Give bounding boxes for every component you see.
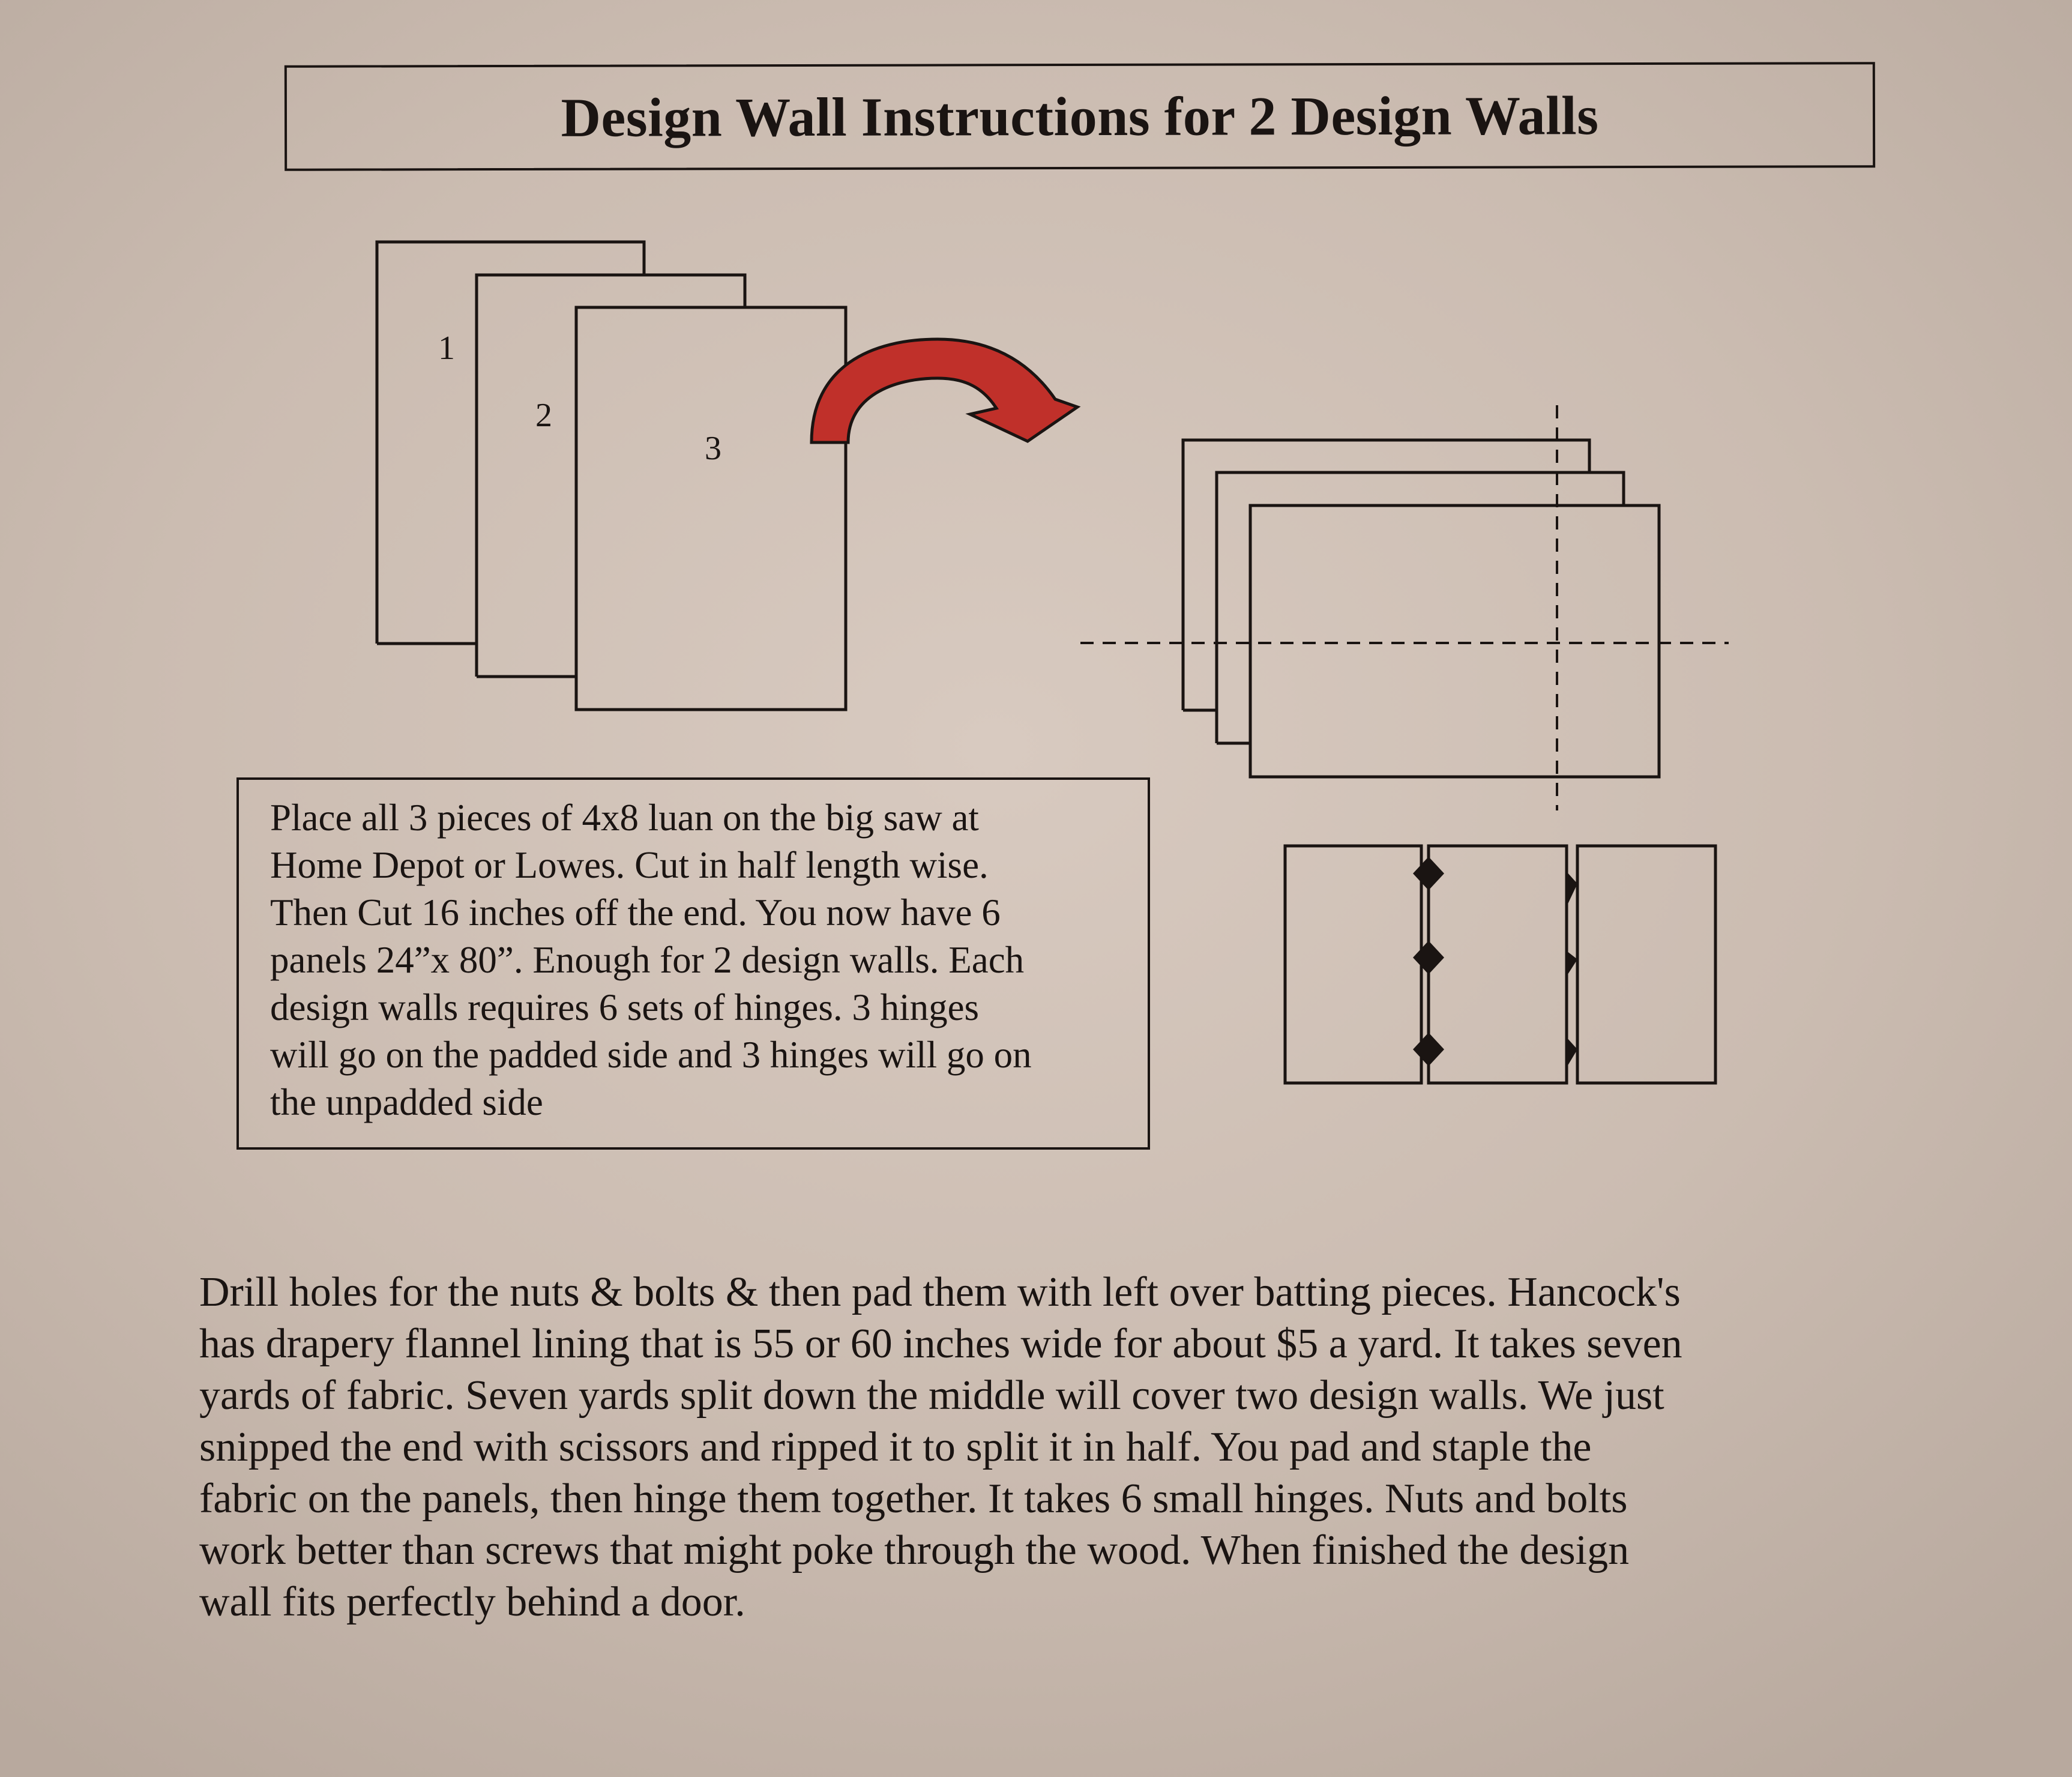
rotate-arrow-icon — [812, 339, 1077, 442]
stacked-panels-portrait — [377, 242, 846, 710]
landscape-panel-3-outline — [1250, 505, 1659, 777]
panel-label-3: 3 — [705, 430, 721, 467]
landscape-panel-2-outline — [1217, 472, 1624, 743]
cut-lines — [1080, 405, 1729, 810]
stacked-panels-landscape — [1183, 440, 1659, 777]
hinges-unpadded-side — [1567, 872, 1577, 1067]
body-paragraph: Drill holes for the nuts & bolts & then pad them with left over batting pieces. Hancock's has drapery flannel lining that is 55 or 60 inches wide for about $5 a yard. It takes seven yards of fabric. Seven yards split down the middle will cover two design walls. We just snipped the end with scissors and ripped it to split it in half. You pad and staple the fabric on the panels, then hinge them together. It takes 6 small hinges. Nuts and bolts work better than screws that might poke through the wood. When finished the design wall fits perfectly behind a door. — [199, 1269, 1682, 1625]
hinges-padded-side — [1413, 857, 1444, 1066]
hinge-icon — [1567, 951, 1577, 976]
panel-label-2: 2 — [535, 397, 552, 434]
panel-labels — [438, 330, 721, 467]
panel-label-1: 1 — [438, 330, 455, 367]
panel-3-outline — [576, 307, 846, 710]
hinge-icon — [1567, 872, 1577, 907]
hinge-icon — [1413, 1033, 1444, 1066]
hinged-panel-middle — [1429, 846, 1567, 1083]
hinged-panel-left — [1285, 846, 1421, 1083]
panel-1-outline — [377, 242, 644, 644]
hinge-icon — [1413, 857, 1444, 890]
hinge-icon — [1413, 941, 1444, 974]
page-title: Design Wall Instructions for 2 Design Walls — [561, 85, 1599, 148]
panel-2-outline — [477, 275, 745, 677]
hinged-panels — [1285, 846, 1715, 1083]
hinged-panel-right — [1577, 846, 1715, 1083]
instructions-box — [236, 777, 1150, 1150]
hinge-icon — [1567, 1037, 1577, 1067]
instructions-text: Place all 3 pieces of 4x8 luan on the big saw at Home Depot or Lowes. Cut in half length wise. Then Cut 16 inches off the end. You now have 6 panels 24”x 80”. Enough for 2 design walls. Each design walls requires 6 sets of hinges. 3 hinges will go on the padded side and 3 hinges will go on the unpadded side — [270, 797, 1032, 1123]
landscape-panel-1-outline — [1183, 440, 1589, 710]
